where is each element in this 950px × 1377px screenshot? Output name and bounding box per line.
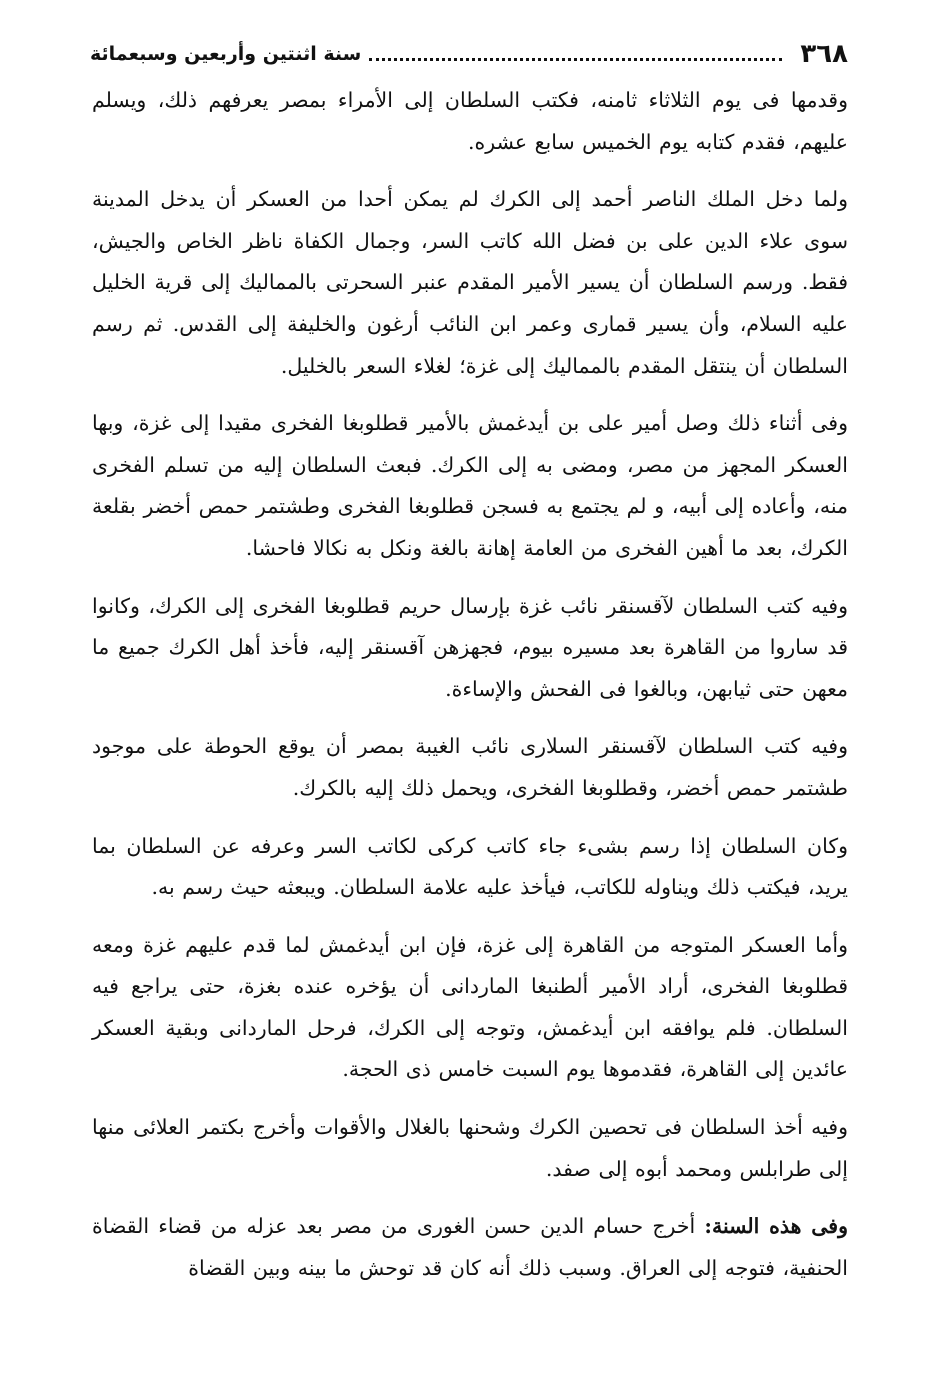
paragraph-text: وفيه كتب السلطان لآقسنقر نائب غزة بإرسال حريم قطلوبغا الفخرى إلى الكرك، وكانوا قد ساروا من القاهرة بعد مسيره بيوم، فجهزهن آقسنقر إليه، فأخذ أهل الكرك جميع ما معهن حتى ثيابهن، وبالغوا فى الفحش والإساءة.	[92, 593, 848, 701]
paragraph-3	[92, 403, 848, 569]
paragraph-text: وقدمها فى يوم الثلاثاء ثامنه، فكتب السلطان إلى الأمراء بمصر يعرفهم ذلك، ويسلم عليهم، فقدم كتابه يوم الخميس سابع عشره.	[92, 88, 848, 154]
page-number: ٣٦٨	[800, 39, 848, 69]
page-body	[92, 80, 848, 1305]
header-dotted-leader	[369, 58, 782, 61]
paragraph-5	[92, 726, 848, 809]
paragraph-1	[92, 80, 848, 163]
paragraph-text: وكان السلطان إذا رسم بشىء جاء كاتب كركى لكاتب السر وعرفه عن السلطان بما يريد، فيكتب ذلك ويناوله للكاتب، فيأخذ عليه علامة السلطان. ويبعثه حيث رسم به.	[92, 833, 848, 900]
paragraph-text: وفى أثناء ذلك وصل أمير على بن أيدغمش بالأمير قطلوبغا الفخرى مقيدا إلى غزة، وبها العسكر المجهز من مصر، ومضى به إلى الكرك. فبعث السلطان إليه من تسلم الفخرى منه، وأعاده إلى أبيه، و لم يجتمع به فسجن قطلوبغا الفخرى وطشتمر حمص أخضر بقلعة الكرك، بعد ما أهين الفخرى من العامة إهانة بالغة ونكل به نكالا فاحشا.	[92, 411, 848, 560]
page-header	[90, 36, 848, 72]
paragraph-text: ولما دخل الملك الناصر أحمد إلى الكرك لم يمكن أحدا من العسكر أن يدخل المدينة سوى علاء الدين على بن فضل الله كاتب السر، وجمال الكفاة ناظر الخاص والجيش، فقط. ورسم السلطان أن يسير الأمير المقدم عنبر السحرتى بالمماليك إلى قرية الخليل عليه السلام، وأن يسير قمارى وعمر ابن النائب أرغون والخليفة إلى القدس. ثم رسم السلطان أن ينتقل المقدم بالمماليك إلى غزة؛ لغلاء السعر بالخليل.	[92, 187, 848, 378]
paragraph-9	[92, 1206, 848, 1289]
paragraph-lead-heading: وفى هذه السنة:	[704, 1214, 848, 1239]
paragraph-text: وأما العسكر المتوجه من القاهرة إلى غزة، فإن ابن أيدغمش لما قدم عليهم غزة ومعه قطلوبغا الفخرى، أراد الأمير ألطنبغا الماردانى أن يؤخره عنده بغزة، حتى يراجع فيه السلطان. فلم يوافقه ابن أيدغمش، وتوجه إلى الكرك، فرحل الماردانى وبقية العسكر عائدين إلى القاهرة، فقدموها يوم السبت خامس ذى الحجة.	[92, 932, 848, 1082]
paragraph-2	[92, 179, 848, 387]
paragraph-text: وفيه أخذ السلطان فى تحصين الكرك وشحنها بالغلال والأقوات وأخرج بكتمر العلائى منها إلى طرابلس ومحمد أبوه إلى صفد.	[92, 1115, 848, 1181]
paragraph-7	[92, 925, 848, 1091]
paragraph-4	[92, 586, 848, 711]
paragraph-text: أخرج حسام الدين حسن الغورى من مصر بعد عزله من قضاء القضاة الحنفية، فتوجه إلى العراق. وسبب ذلك أنه كان قد توحش ما بينه وبين القضاة	[92, 1214, 848, 1280]
running-title: سنة اثنتين وأربعين وسبعمائة	[90, 43, 362, 65]
paragraph-8	[92, 1107, 848, 1190]
paragraph-6	[92, 826, 848, 909]
paragraph-text: وفيه كتب السلطان لآقسنقر السلارى نائب الغيبة بمصر أن يوقع الحوطة على موجود طشتمر حمص أخضر، وقطلوبغا الفخرى، ويحمل ذلك إليه بالكرك.	[92, 734, 848, 800]
